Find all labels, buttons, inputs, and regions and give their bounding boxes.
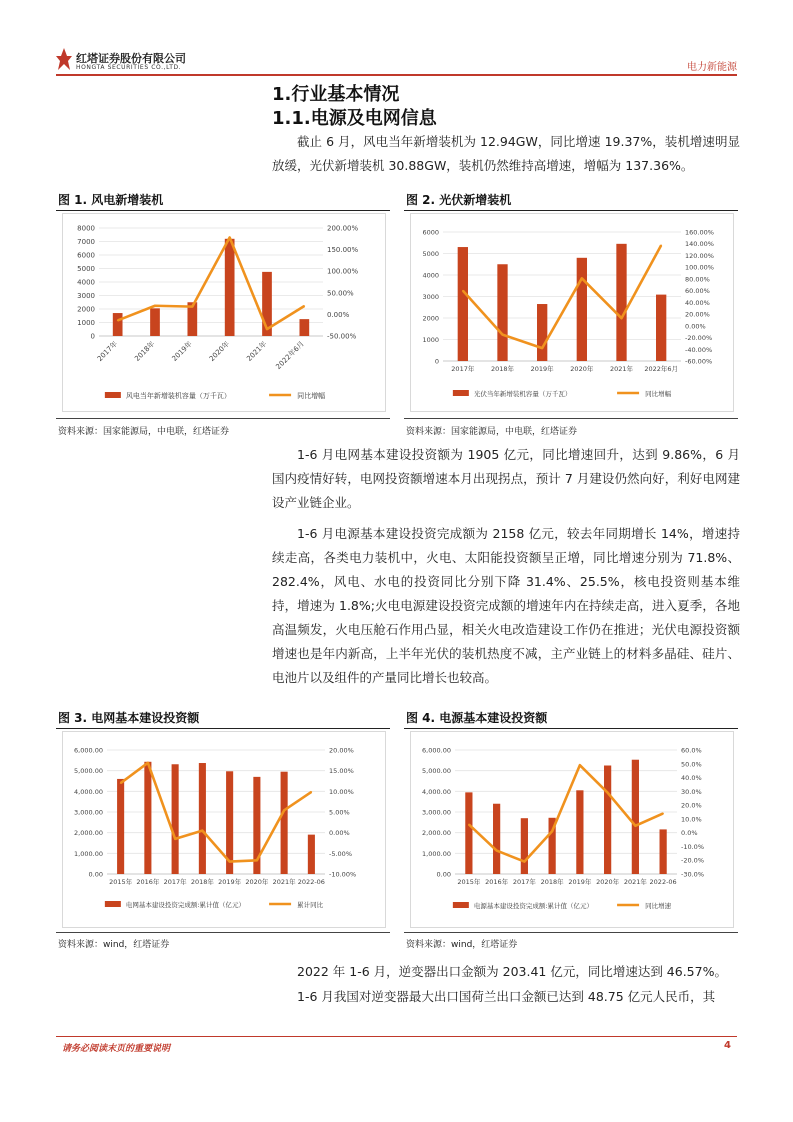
- legend-label: 风电当年新增装机容量（万千瓦）: [125, 392, 231, 400]
- left-axis-tick-label: 1000: [422, 336, 439, 344]
- left-axis-tick-label: 3,000.00: [422, 808, 451, 817]
- line-point: [256, 860, 258, 862]
- left-axis-tick-label: 6,000.00: [74, 746, 103, 755]
- legend-label: 同比增幅: [297, 392, 326, 400]
- left-axis-tick-label: 5,000.00: [422, 767, 451, 776]
- line-point: [621, 317, 623, 319]
- right-axis-tick-label: 50.0%: [681, 760, 702, 769]
- legend-label: 累计同比: [297, 901, 324, 909]
- bar: [493, 804, 500, 874]
- company-name-en: HONGTA SECURITIES CO.,LTD.: [76, 64, 182, 71]
- bar: [465, 792, 472, 874]
- heading-1: 1.行业基本情况: [272, 84, 400, 105]
- paragraph-5: 1-6 月我国对逆变器最大出口国荷兰出口金额已达到 48.75 亿元人民币，其: [297, 989, 716, 1004]
- right-axis-tick-label: 10.00%: [329, 787, 354, 796]
- left-axis-tick-label: 8000: [77, 224, 95, 233]
- line-point: [174, 838, 176, 840]
- bar: [299, 319, 309, 336]
- legend-swatch-bar: [105, 392, 121, 398]
- figure-1-title: 图 1. 风电新增装机: [58, 193, 164, 207]
- right-axis-tick-label: 0.00%: [329, 829, 350, 838]
- x-axis-tick-label: 2020年: [207, 339, 232, 363]
- left-axis-tick-label: 2,000.00: [74, 829, 103, 838]
- section-tag: 电力新能源: [687, 62, 737, 73]
- x-axis-tick-label: 2020年: [245, 878, 269, 886]
- right-axis-tick-label: 100.00%: [327, 267, 359, 276]
- legend-label: 同比增速: [645, 902, 672, 910]
- figure-3-top-rule: [56, 728, 390, 729]
- right-axis-tick-label: 150.00%: [327, 246, 359, 255]
- line-point: [192, 306, 194, 308]
- left-axis-tick-label: 0: [90, 332, 95, 341]
- right-axis-tick-label: 30.0%: [681, 787, 702, 796]
- right-axis-tick-label: 20.0%: [681, 801, 702, 810]
- figure-3-chart: [62, 731, 386, 928]
- legend-label: 光伏当年新增装机容量（万千瓦）: [473, 390, 572, 398]
- right-axis-tick-label: 10.0%: [681, 815, 702, 824]
- legend-swatch-bar: [453, 902, 469, 908]
- figure-3-source: 资料来源：wind，红塔证券: [58, 940, 170, 950]
- footer-divider: [56, 1036, 737, 1037]
- paragraph-2: 1-6 月电网基本建设投资额为 1905 亿元，同比增速回升，达到 9.86%，6 月国内疫情好转，电网投资额增速本月出现拐点，预计 7 月建设仍然向好，利好电网建设产业链企业。: [272, 447, 740, 510]
- x-axis-tick-label: 2020年: [596, 878, 620, 886]
- bar: [656, 295, 666, 361]
- right-axis-tick-label: 40.00%: [685, 298, 710, 307]
- x-axis-tick-label: 2018年: [190, 878, 214, 886]
- left-axis-tick-label: 3000: [422, 293, 439, 301]
- x-axis-tick-label: 2018年: [133, 339, 157, 363]
- figure-2-source: 资料来源：国家能源局，中电联，红塔证券: [406, 427, 578, 437]
- footer-disclaimer: 请务必阅读末页的重要说明: [62, 1044, 171, 1054]
- figure-4-chart: [410, 731, 734, 928]
- left-axis-tick-label: 4,000.00: [422, 787, 451, 796]
- x-axis-tick-label: 2021年: [272, 878, 296, 886]
- x-axis-tick-label: 2015年: [109, 878, 133, 886]
- line-point: [147, 762, 149, 764]
- left-axis-tick-label: 6000: [422, 228, 439, 237]
- figure-4-bottom-rule: [404, 932, 738, 933]
- line-point: [541, 347, 543, 349]
- right-axis-tick-label: 5.00%: [329, 808, 350, 817]
- figure-3-svg: [63, 732, 385, 927]
- line-point: [117, 320, 119, 322]
- left-axis-tick-label: 7000: [77, 238, 95, 246]
- line-point: [462, 290, 464, 292]
- left-axis-tick-label: 6000: [77, 251, 95, 260]
- legend-label: 电网基本建设投资完成额:累计值（亿元）: [125, 901, 246, 909]
- x-axis-tick-label: 2019年: [170, 339, 194, 363]
- x-axis-tick-label: 2017年: [163, 878, 187, 886]
- figure-3-bottom-rule: [56, 932, 390, 933]
- company-logo: [56, 46, 196, 76]
- legend-label: 同比增幅: [645, 390, 672, 398]
- x-axis-tick-label: 2018年: [490, 365, 515, 373]
- line-point: [304, 305, 306, 307]
- left-axis-tick-label: 5000: [422, 250, 439, 258]
- left-axis-tick-label: 1,000.00: [422, 849, 451, 858]
- bar: [632, 760, 639, 874]
- x-axis-tick-label: 2020年: [570, 365, 594, 373]
- bar: [616, 244, 626, 361]
- bar: [117, 779, 124, 874]
- line-point: [581, 278, 583, 280]
- figure-1-source: 资料来源：国家能源局，中电联，红塔证券: [58, 427, 230, 437]
- right-axis-tick-label: -20.00%: [685, 334, 713, 343]
- left-axis-tick-label: 2,000.00: [422, 829, 451, 838]
- bar: [537, 304, 547, 361]
- line-point: [154, 305, 156, 307]
- paragraph-1: 截止 6 月，风电当年新增装机为 12.94GW，同比增速 19.37%，装机增速明显放缓，光伏新增装机 30.88GW，装机仍然维持高增速，增幅为 137.36%。: [272, 134, 740, 173]
- bar: [521, 818, 528, 874]
- left-axis-tick-label: 3,000.00: [74, 808, 103, 817]
- bar: [458, 247, 468, 361]
- figure-2-title: 图 2. 光伏新增装机: [406, 193, 512, 207]
- header-divider: [56, 74, 737, 76]
- x-axis-tick-label: 2019年: [568, 878, 592, 886]
- figure-4-svg: [411, 732, 733, 927]
- line-point: [229, 861, 231, 863]
- bar: [113, 313, 123, 336]
- x-axis-tick-label: 2021年: [609, 365, 634, 373]
- right-axis-tick-label: 20.00%: [685, 310, 710, 319]
- bar: [604, 766, 611, 875]
- figure-4-title: 图 4. 电源基本建设投资额: [406, 711, 548, 725]
- left-axis-tick-label: 5000: [77, 265, 95, 273]
- bar: [144, 762, 151, 874]
- figure-4-top-rule: [404, 728, 738, 729]
- bar: [172, 764, 179, 874]
- figure-2-chart: [410, 213, 734, 412]
- line-point: [551, 830, 553, 832]
- x-axis-tick-label: 2019年: [218, 878, 242, 886]
- line-point: [229, 237, 231, 239]
- right-axis-tick-label: 140.00%: [685, 240, 714, 249]
- right-axis-tick-label: -50.00%: [327, 332, 357, 341]
- left-axis-tick-label: 3000: [77, 292, 95, 300]
- line-point: [496, 850, 498, 852]
- x-axis-tick-label: 2016年: [136, 878, 160, 886]
- line-point: [607, 792, 609, 794]
- left-axis-tick-label: 6,000.00: [422, 746, 451, 755]
- line-point: [579, 764, 581, 766]
- x-axis-tick-label: 2016年: [485, 878, 509, 886]
- figure-3-title: 图 3. 电网基本建设投资额: [58, 711, 200, 725]
- right-axis-tick-label: 0.00%: [327, 310, 350, 319]
- left-axis-tick-label: 0: [434, 357, 439, 366]
- right-axis-tick-label: -5.00%: [329, 849, 352, 858]
- left-axis-tick-label: 1,000.00: [74, 849, 103, 858]
- right-axis-tick-label: -10.00%: [329, 870, 357, 879]
- x-axis-tick-label: 2019年: [530, 365, 554, 373]
- line-point: [120, 782, 122, 784]
- left-axis-tick-label: 2000: [422, 314, 439, 323]
- line-point: [662, 813, 664, 815]
- figure-1-top-rule: [56, 210, 390, 211]
- right-axis-tick-label: 60.0%: [681, 746, 702, 755]
- x-axis-tick-label: 2022-06: [297, 878, 325, 886]
- bar: [308, 835, 315, 874]
- bar: [281, 772, 288, 874]
- right-axis-tick-label: 60.00%: [685, 287, 710, 296]
- left-axis-tick-label: 2000: [77, 305, 95, 314]
- left-axis-tick-label: 4000: [77, 278, 95, 287]
- line-point: [468, 824, 470, 826]
- line-point: [660, 244, 662, 246]
- line-point: [283, 810, 285, 812]
- left-axis-tick-label: 0.00: [88, 870, 103, 879]
- bar: [577, 258, 587, 361]
- x-axis-tick-label: 2021年: [245, 339, 269, 363]
- line-point: [524, 861, 526, 863]
- right-axis-tick-label: -40.00%: [685, 345, 713, 354]
- right-axis-tick-label: 120.00%: [685, 251, 714, 260]
- figure-1-bottom-rule: [56, 418, 390, 419]
- bar: [497, 264, 507, 361]
- right-axis-tick-label: 15.00%: [329, 767, 354, 776]
- right-axis-tick-label: 0.0%: [681, 829, 698, 838]
- right-axis-tick-label: -30.0%: [681, 870, 704, 879]
- x-axis-tick-label: 2018年: [540, 878, 564, 886]
- x-axis-tick-label: 2022年6月: [274, 339, 306, 372]
- x-axis-tick-label: 2021年: [623, 878, 647, 886]
- line-point: [266, 328, 268, 330]
- bar: [660, 829, 667, 874]
- right-axis-tick-label: -20.0%: [681, 856, 704, 865]
- figure-2-bottom-rule: [404, 418, 738, 419]
- right-axis-tick-label: 100.00%: [685, 263, 714, 272]
- right-axis-tick-label: 0.00%: [685, 322, 706, 331]
- right-axis-tick-label: 50.00%: [327, 289, 354, 298]
- left-axis-tick-label: 0.00: [436, 870, 451, 879]
- figure-1-chart: [62, 213, 386, 412]
- left-axis-tick-label: 1000: [77, 319, 95, 327]
- left-axis-tick-label: 4,000.00: [74, 787, 103, 796]
- right-axis-tick-label: -60.00%: [685, 357, 713, 366]
- company-logo-icon: [56, 48, 72, 70]
- line-point: [311, 791, 313, 793]
- line-point: [635, 825, 637, 827]
- legend-swatch-bar: [453, 390, 469, 396]
- bar: [150, 308, 160, 336]
- line-point: [202, 830, 204, 832]
- figure-4-source: 资料来源：wind，红塔证券: [406, 940, 518, 950]
- x-axis-tick-label: 2017年: [95, 339, 120, 363]
- right-axis-tick-label: 160.00%: [685, 228, 714, 237]
- figure-2-top-rule: [404, 210, 738, 211]
- x-axis-tick-label: 2022-06: [649, 878, 677, 886]
- x-axis-tick-label: 2017年: [512, 878, 536, 886]
- line-point: [502, 334, 504, 336]
- left-axis-tick-label: 4000: [422, 271, 439, 280]
- figure-2-svg: [411, 214, 733, 411]
- bar: [576, 790, 583, 874]
- line-series: [118, 238, 305, 330]
- paragraph-3: 1-6 月电源基本建设投资完成额为 2158 亿元，较去年同期增长 14%，增速持续走高，各类电力装机中，火电、太阳能投资额呈正增，同比增速分别为 71.8%、282.4%，风电、水电的投资同比分别下降 31.4%、25.5%，核电投资则基本维持，增速为 1.8%;火电电源建设投资完成额的增速年内在持续走高，进入夏季，各地高温频发，火电压舱石作用凸显，相关火电改造建设工作仍在推进；光伏电源投资额增速也是年内新高，上半年光伏的装机热度不减，主产业链上的材料多晶硅、硅片、电池片以及组件的产量同比增长也较高。: [272, 526, 740, 685]
- page-number: 4: [724, 1040, 731, 1051]
- legend-swatch-bar: [105, 901, 121, 907]
- x-axis-tick-label: 2022年6月: [644, 365, 679, 373]
- bar: [199, 763, 206, 874]
- bar: [225, 239, 235, 336]
- heading-2: 1.1.电源及电网信息: [272, 108, 437, 129]
- company-name-cn: 红塔证券股份有限公司: [76, 52, 186, 65]
- legend-label: 电源基本建设投资完成额:累计值（亿元）: [473, 902, 594, 910]
- paragraph-4: 2022 年 1-6 月，逆变器出口金额为 203.41 亿元，同比增速达到 46.57%。: [297, 964, 727, 979]
- figure-1-svg: [63, 214, 385, 411]
- right-axis-tick-label: 200.00%: [327, 224, 359, 233]
- right-axis-tick-label: 80.00%: [685, 275, 710, 284]
- right-axis-tick-label: -10.0%: [681, 842, 704, 851]
- x-axis-tick-label: 2017年: [451, 365, 475, 373]
- x-axis-tick-label: 2015年: [457, 878, 481, 886]
- left-axis-tick-label: 5,000.00: [74, 767, 103, 776]
- right-axis-tick-label: 20.00%: [329, 746, 354, 755]
- right-axis-tick-label: 40.0%: [681, 774, 702, 783]
